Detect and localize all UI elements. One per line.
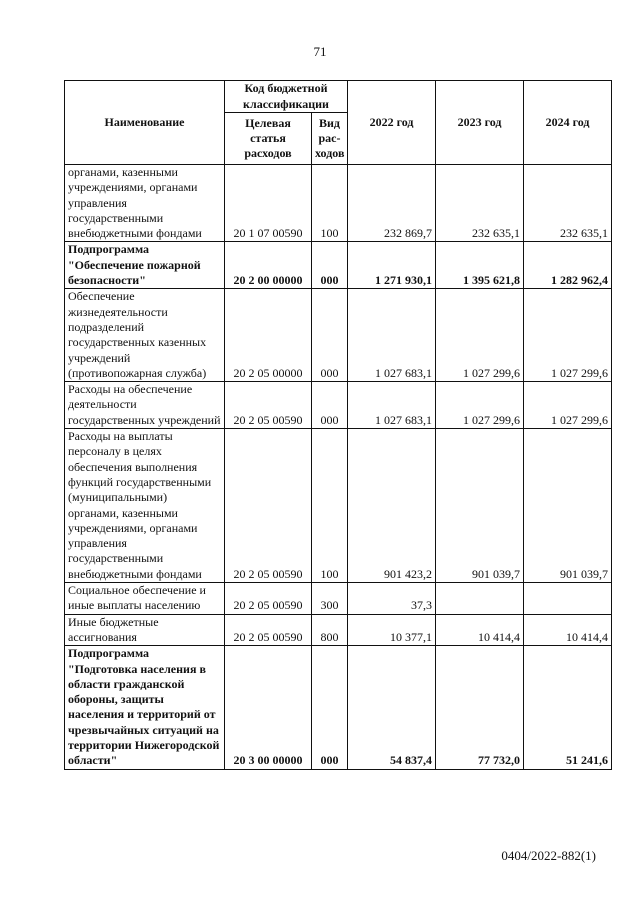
row-value-2024: 901 039,7 (524, 429, 612, 583)
header-2023: 2023 год (436, 81, 524, 165)
row-value-2024: 1 282 962,4 (524, 242, 612, 289)
budget-table (64, 80, 612, 770)
row-value-2023 (436, 583, 524, 615)
row-value-2024 (524, 583, 612, 615)
row-expense-type: 300 (312, 583, 348, 615)
table-row (65, 165, 612, 242)
row-value-2023: 232 635,1 (436, 165, 524, 242)
table-row (65, 429, 612, 583)
row-target-code: 20 2 00 00000 (225, 242, 312, 289)
row-value-2024: 10 414,4 (524, 614, 612, 646)
row-value-2024: 232 635,1 (524, 165, 612, 242)
table-row (65, 583, 612, 615)
row-value-2023: 1 395 621,8 (436, 242, 524, 289)
row-value-2024: 1 027 299,6 (524, 289, 612, 382)
row-target-code: 20 2 05 00000 (225, 289, 312, 382)
row-expense-type: 000 (312, 242, 348, 289)
row-value-2023: 10 414,4 (436, 614, 524, 646)
row-target-code: 20 2 05 00590 (225, 382, 312, 429)
row-target-code: 20 2 05 00590 (225, 583, 312, 615)
row-value-2024: 1 027 299,6 (524, 382, 612, 429)
row-value-2023: 1 027 299,6 (436, 382, 524, 429)
table-row (65, 646, 612, 769)
row-value-2022: 901 423,2 (348, 429, 436, 583)
row-value-2023: 1 027 299,6 (436, 289, 524, 382)
row-name: органами, казенными учреждениями, органами управления государственными внебюджетными фондами (65, 165, 225, 242)
table-row (65, 242, 612, 289)
row-name: Социальное обеспечение и иные выплаты населению (65, 583, 225, 615)
table-header (65, 81, 612, 165)
row-value-2022: 37,3 (348, 583, 436, 615)
row-value-2022: 1 027 683,1 (348, 289, 436, 382)
table-row (65, 382, 612, 429)
row-target-code: 20 2 05 00590 (225, 614, 312, 646)
row-value-2022: 10 377,1 (348, 614, 436, 646)
row-value-2022: 1 027 683,1 (348, 382, 436, 429)
header-name: Наименование (65, 81, 225, 165)
row-value-2023: 901 039,7 (436, 429, 524, 583)
row-name: Расходы на выплаты персоналу в целях обеспечения выполнения функций государственными (муниципальными) органами, казенными учреждениями, органами управления государственными внебюджетными фондами (65, 429, 225, 583)
row-name: Иные бюджетные ассигнования (65, 614, 225, 646)
row-target-code: 20 3 00 00000 (225, 646, 312, 769)
row-expense-type: 100 (312, 429, 348, 583)
header-target-article: Целевая статья расходов (225, 113, 312, 165)
row-value-2022: 1 271 930,1 (348, 242, 436, 289)
row-expense-type: 100 (312, 165, 348, 242)
header-2024: 2024 год (524, 81, 612, 165)
row-expense-type: 800 (312, 614, 348, 646)
header-2022: 2022 год (348, 81, 436, 165)
row-value-2024: 51 241,6 (524, 646, 612, 769)
page-number: 71 (313, 44, 327, 59)
header-code-group: Код бюджетной классификации (225, 81, 348, 113)
row-value-2023: 77 732,0 (436, 646, 524, 769)
row-name: Подпрограмма "Обеспечение пожарной безопасности" (65, 242, 225, 289)
document-code: 0404/2022-882(1) (501, 848, 596, 863)
row-value-2022: 54 837,4 (348, 646, 436, 769)
header-expense-type: Вид рас- ходов (312, 113, 348, 165)
row-name: Расходы на обеспечение деятельности государственных учреждений (65, 382, 225, 429)
row-value-2022: 232 869,7 (348, 165, 436, 242)
row-target-code: 20 1 07 00590 (225, 165, 312, 242)
row-target-code: 20 2 05 00590 (225, 429, 312, 583)
row-expense-type: 000 (312, 646, 348, 769)
row-expense-type: 000 (312, 382, 348, 429)
table-row (65, 289, 612, 382)
row-expense-type: 000 (312, 289, 348, 382)
row-name: Подпрограмма "Подготовка населения в области гражданской обороны, защиты населения и территорий от чрезвычайных ситуаций на территории Нижегородской области" (65, 646, 225, 769)
table-row (65, 614, 612, 646)
row-name: Обеспечение жизнедеятельности подразделений государственных казенных учреждений (противопожарная служба) (65, 289, 225, 382)
